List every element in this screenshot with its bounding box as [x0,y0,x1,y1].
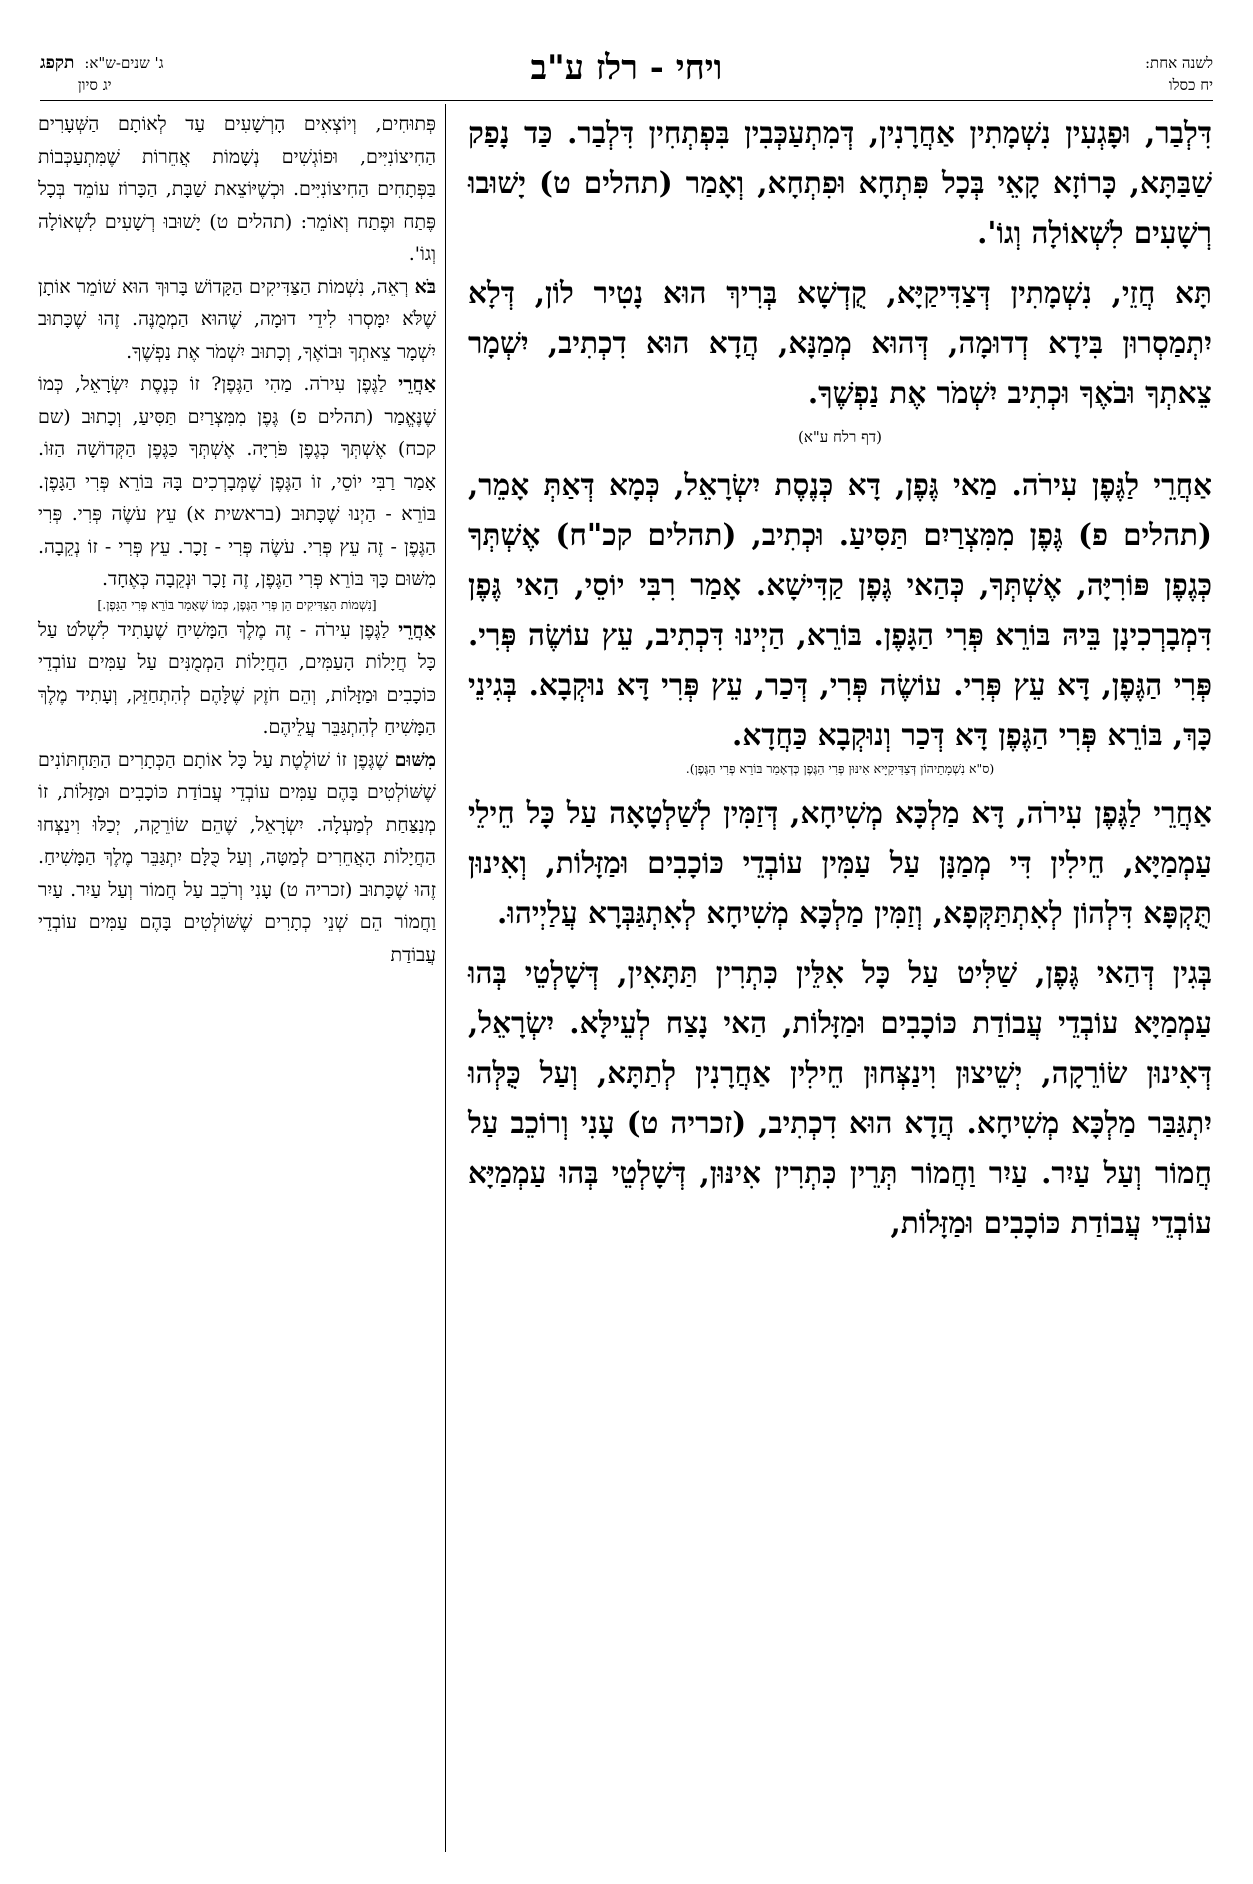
side-paragraph-4 [38,614,436,744]
side-text: לַגֶּפֶן עִירֹה. מַהִי הַגֶּפֶן? זוֹ כְּנֶסֶת יִשְׂרָאֵל, כְּמוֹ שֶׁנֶּאֱמַר (תהלים פ) גֶּפֶן מִמִּצְרַיִם תַּסִּיעַ, וְכָתוּב (שם קכח) אֶשְׁתְּךָ כְּגֶפֶן פֹּרִיָּה. אֶשְׁתְּךָ כַּגֶּפֶן הַקְּדוֹשָׁה הַזּוֹ. אָמַר רַבִּי יוֹסֵי, זוֹ הַגֶּפֶן שֶׁמְּבָרְכִים בָּהּ בּוֹרֵא פְּרִי הַגָּפֶן. בּוֹרֵא - הַיְנוּ שֶׁכָּתוּב (בראשית א) עֵץ עֹשֶׂה פְּרִי. פְּרִי הַגֶּפֶן - זֶה עֵץ פְּרִי. עֹשֶׂה פְּרִי - זָכָר. עֵץ פְּרִי - זוֹ נְקֵבָה. מִשּׁוּם כָּךְ בּוֹרֵא פְּרִי הַגֶּפֶן, זֶה זָכָר וּנְקֵבָה כְּאֶחָד. [38,373,436,590]
three-year-date: יג סיון [77,76,112,94]
main-paragraph-3: אַחֲרֵי לַגֶּפֶן עִירֹה. מַאי גֶּפֶן, דָּא כְּנֶסֶת יִשְׂרָאֵל, כְּמָא דְּאַתְּ אָמֵר, (תהלים פ) גֶּפֶן מִמִּצְרַיִם תַּסִּיעַ. וּכְתִיב, (תהלים קכ"ח) אֶשְׁתְּךָ כְּגֶפֶן פּוֹרִיָּה, אֶשְׁתְּךָ, כְּהַאי גֶּפֶן קַדִּישָׁא. אָמַר רִבִּי יוֹסֵי, הַאי גֶּפֶן דִּמְבָרְכִינָן בֵּיהּ בּוֹרֵא פְּרִי הַגָּפֶן. בּוֹרֵא, הַיְינוּ דִּכְתִיב, עֵץ עוֹשֶׂה פְּרִי. פְּרִי הַגֶּפֶן, דָּא עֵץ פְּרִי. עוֹשֶׂה פְּרִי, דְּכַר, עֵץ פְּרִי דָּא נוּקְבָא. בְּגִינֵי כָּךְ, בּוֹרֵא פְּרִי הַגֶּפֶן דָּא דְּכַר וְנוּקְבָא כַּחֲדָא. [468,467,1212,752]
alt-reading-note: (ס"א נִשְׁמָתֵיהוֹן דְּצַדִּיקַיָּיא אִינּוּן פְּרִי הַגֶּפֶן כְּדְאָמַר בּוֹרֵא פְּרִי הַגֶּפֶן). [685,761,995,776]
side-text: לַגֶּפֶן עִירֹה - זֶה מֶלֶךְ הַמָּשִׁיחַ שֶׁעָתִיד לִשְׁלֹט עַל כָּל חֲיָלוֹת הָעַמִּים, הַחֲיָלוֹת הַמְמֻנִּים עַל עַמִּים עוֹבְדֵי כּוֹכָבִים וּמַזָּלוֹת, וְהֵם חֹזֶק שֶׁלָּהֶם לְהִתְחַזֵּק, וְעָתִיד מֶלֶךְ הַמָּשִׁיחַ לְהִתְגַּבֵּר עֲלֵיהֶם. [38,618,436,738]
one-year-label: לשנה אחת: [1145,54,1213,72]
header-divider [40,100,1213,101]
one-year-date: יח כסלו [1168,76,1213,94]
side-text: שֶׁגֶּפֶן זוֹ שׁוֹלֶטֶת עַל כָּל אוֹתָם הַכְּתָרִים הַתַּחְתּוֹנִים שֶׁשּׁוֹלְטִים בָּהֶם עַמִּים עוֹבְדֵי עֲבוֹדַת כּוֹכָבִים וּמַזָּלוֹת, זוֹ מְנַצַּחַת לְמַעְלָה. יִשְׂרָאֵל, שֶׁהֵם שׂוֹרֵקָה, יְכַלּוּ וִינַצְּחוּ הַחֲיָלוֹת הָאֲחֵרִים לְמַטָּה, וְעַל כֻּלָּם יִתְגַּבֵּר מֶלֶךְ הַמָּשִׁיחַ. זֶהוּ שֶׁכָּתוּב (זכריה ט) עָנִי וְרֹכֵב עַל חֲמוֹר וְעַל עַיִר. עַיִר וַחֲמוֹר הֵם שְׁנֵי כְתָרִים שֶׁשּׁוֹלְטִים בָּהֶם עַמִּים עוֹבְדֵי עֲבוֹדַת [38,748,436,966]
side-paragraph-2 [38,271,436,369]
zohar-aramaic-column [468,108,1212,1248]
side-lead-word: אַחֲרֵי [398,373,436,395]
page-header [40,48,1213,102]
main-paragraph-2: תָּא חֲזֵי, נִשְׁמָתִין דְּצַדִּיקַיָּא, קֻדְשָׁא בְּרִיךְ הוּא נָטִיר לוֹן, דְּלָא יִתְמַסְרוּן בִּידָא דְדוּמָה, דְּהוּא מְמַנָּא, הֲדָא הוּא דִכְתִיב, יִשְׁמָר צֵאתְךָ וּבֹאֶךָ וּכְתִיב יִשְׁמֹר אֶת נַפְשֶׁךָ. [468,275,1212,410]
main-paragraph-5: בְּגִין דְּהַאי גֶּפֶן, שַׁלִּיט עַל כָּל אִלֵּין כִּתְרִין תַּתָּאִין, דְּשָׁלְטֵי בְּהוּ עַמְמַיָּא עוֹבְדֵי עֲבוֹדַת כּוֹכָבִים וּמַזָּלוֹת, הַאי נָצַח לְעֵילָּא. יִשְׂרָאֵל, דְּאִינוּן שׂוֹרֵקָה, יְשֵׁיצוּן וִינַצְּחוּן חֵילִין אַחֲרָנִין לְתַתָּא, וְעַל כֻּלְּהוּ יִתְגַּבַּר מַלְכָּא מְשִׁיחָא. הֲדָא הוּא דִכְתִיב, (זכריה ט) עָנִי וְרוֹכֵב עַל חֲמוֹר וְעַל עַיִר. עַיִר וַחֲמוֹר תְּרֵין כִּתְרִין אִינּוּן, דְּשָׁלְטֵי בְּהוּ עַמְמַיָּא עוֹבְדֵי עֲבוֹדַת כּוֹכָבִים וּמַזָּלוֹת, [468,955,1212,1240]
daily-schedule-three-years [40,52,164,96]
side-lead-word: אַחֲרֵי [398,618,436,641]
hebrew-translation-column [38,108,436,971]
side-lead-word: מִשּׁוּם [394,748,436,771]
side-lead-word: בֹּא [414,275,437,298]
side-paragraph-5 [38,744,436,972]
page-title: ויחי - רלז ע"ב [530,48,723,88]
folio-reference: (דף רלח ע"א) [798,428,882,446]
side-paragraph-1: פְּתוּחִים, וְיוֹצְאִים הָרְשָׁעִים עַד לְאוֹתָם הַשְּׁעָרִים הַחִיצוֹנִיִּים, וּפוֹגְשִׁים נְשָׁמוֹת אֲחֵרוֹת שֶׁמִּתְעַכְּבוֹת בַּפְּתָחִים הַחִיצוֹנִיִּים. וּכְשֶׁיּוֹצֵאת שַׁבָּת, הַכָּרוֹז עוֹמֵד בְּכָל פֶּתַח וּפֶתַח וְאוֹמֵר: (תהלים ט) יָשׁוּבוּ רְשָׁעִים לִשְׁאוֹלָה וְגוֹ'. [38,113,436,265]
side-paragraph-3 [38,368,436,596]
side-text: רְאֵה, נִשְׁמוֹת הַצַּדִּיקִים הַקָּדוֹשׁ בָּרוּךְ הוּא שׁוֹמֵר אוֹתָן שֶׁלֹּא יִמָּסְרוּ לִידֵי דוּמָה, שֶׁהוּא הַמְמֻנֶּה. זֶהוּ שֶׁכָּתוּב יִשְׁמָר צֵאתְךָ וּבוֹאֶךָ, וְכָתוּב יִשְׁמֹר אֶת נַפְשֶׁךָ. [38,275,436,363]
page-number: תקפג [40,53,75,73]
main-paragraph-1: דִּלְבַר, וּפָגְעִין נִשְׁמָתִין אַחֲרָנִין, דְּמִתְעַכְּבִין בִּפְתְחִין דִּלְבַר. כַּד נָפַק שַׁבַּתָּא, כָּרוֹזָא קָאֵי בְּכָל פִּתְחָא וּפִתְחָא, וְאָמַר (תהלים ט) יָשׁוּבוּ רְשָׁעִים לִשְׁאוֹלָה וְגוֹ'. [468,115,1212,250]
main-paragraph-4: אַחֲרֵי לַגֶּפֶן עִירֹה, דָּא מַלְכָּא מְשִׁיחָא, דְּזַמִּין לְשַׁלְטָאָה עַל כָּל חֵילֵי עַמְמַיָּא, חֵילִין דִּי מְמַנָּן עַל עַמִּין עוֹבְדֵי כּוֹכָבִים וּמַזָּלוֹת, וְאִינוּן תֻּקְפָּא דִּלְהוֹן לְאִתְתַּקְּפָא, וְזַמִּין מַלְכָּא מְשִׁיחָא לְאִתְגַּבְּרָא עֲלַיְיהוּ. [468,795,1212,930]
side-alt-note: [נִשְׁמוֹת הַצַּדִּיקִים הֵן פְּרִי הַגֶּפֶן, כְּמוֹ שֶׁאָמַר בּוֹרֵא פְּרִי הַגָּפֶן.] [97,596,377,612]
three-year-label: ג' שנים-ש"א: [84,54,164,72]
column-divider [445,104,446,1852]
